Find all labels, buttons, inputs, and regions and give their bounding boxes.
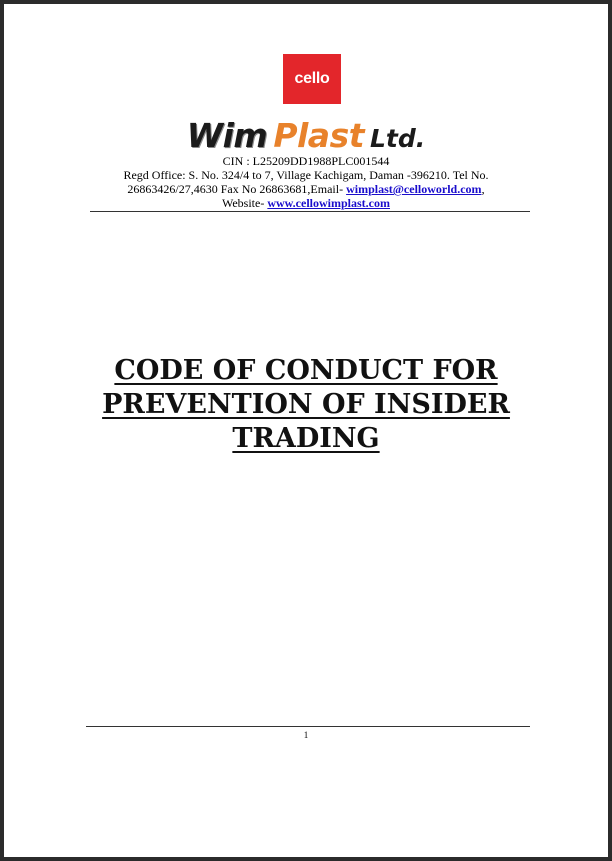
website-prefix: Website- — [221, 196, 268, 210]
page-number: 1 — [303, 730, 309, 740]
company-info-block — [86, 154, 526, 210]
brand-word-wim: Wim — [186, 116, 268, 155]
title-line-2: PREVENTION OF INSIDER — [102, 389, 510, 420]
brand-word-plast: Plast — [273, 116, 364, 155]
contact-suffix: , — [481, 182, 485, 196]
registered-office-line: Regd Office: S. No. 324/4 to 7, Village Kachigam, Daman -396210. Tel No. — [123, 168, 489, 182]
document-page — [4, 4, 608, 857]
website-line — [86, 196, 526, 210]
header-divider — [90, 211, 530, 212]
footer-divider — [86, 726, 530, 727]
title-line-3: TRADING — [232, 423, 380, 454]
contact-line — [86, 182, 526, 196]
website-link[interactable]: www.cellowimplast.com — [267, 196, 390, 210]
brand-word-ltd: Ltd. — [370, 124, 426, 153]
email-link[interactable]: wimplast@celloworld.com — [346, 182, 482, 196]
contact-prefix: 26863426/27,4630 Fax No 26863681,Email- — [127, 182, 347, 196]
cello-logo — [283, 54, 341, 104]
cello-logo-text: cello — [294, 70, 330, 87]
cin-line: CIN : L25209DD1988PLC001544 — [222, 154, 390, 168]
title-line-1: CODE OF CONDUCT FOR — [114, 355, 498, 386]
document-title — [4, 354, 608, 456]
